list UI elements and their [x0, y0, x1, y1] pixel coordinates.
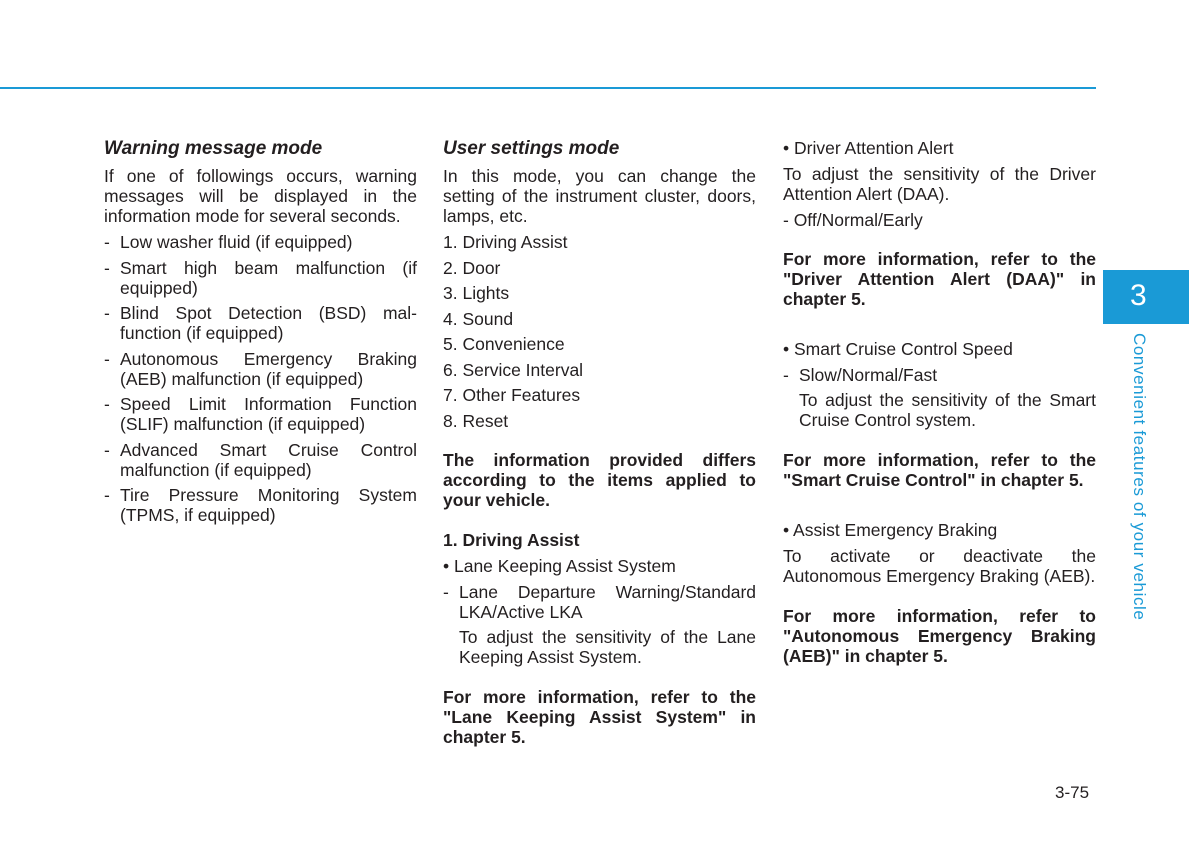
- reference-emergency-braking: For more information, refer to "Autonomous Emergency Braking (AEB)" in chapter 5.: [783, 605, 1096, 666]
- column-driving-assist-cont: [783, 138, 1096, 672]
- list-item: - Speed Limit Information Function (SLIF) malfunction (if equipped): [104, 394, 417, 434]
- menu-item: 1. Driving Assist: [443, 232, 568, 252]
- reference-lane-keeping: For more information, refer to the "Lane Keeping Assist System" in chapter 5.: [443, 687, 756, 747]
- chapter-title: Convenient features of your vehicle: [1130, 333, 1149, 621]
- menu-item: 8. Reset: [443, 410, 509, 431]
- driver-attention-desc: To adjust the sensitivity of the Driver Attention Alert (DAA).: [783, 163, 1096, 204]
- column-warning-messages: [104, 138, 417, 531]
- reference-smart-cruise: For more information, refer to the "Smart Cruise Control" in chapter 5.: [783, 450, 1096, 490]
- bullet-lane-keeping: • Lane Keeping Assist System: [443, 556, 676, 576]
- list-item: - Smart high beam malfunction (if equipped): [104, 257, 417, 298]
- list-item: - Autonomous Emergency Braking (AEB) malfunction (if equipped): [104, 348, 417, 389]
- emergency-braking-desc: To activate or deactivate the Autonomous Emergency Braking (AEB).: [783, 545, 1096, 586]
- applicability-note: The information provided differs according to the items applied to your vehicle.: [443, 450, 756, 510]
- lane-keeping-desc: To adjust the sensitivity of the Lane Keeping Assist System.: [459, 627, 756, 667]
- list-item: - Low washer fluid (if equipped): [104, 232, 353, 252]
- list-item: - Advanced Smart Cruise Control malfunction (if equipped): [104, 439, 417, 480]
- menu-item: 6. Service Interval: [443, 359, 584, 380]
- section-title-driving-assist: 1. Driving Assist: [443, 530, 580, 550]
- menu-item: 5. Convenience: [443, 334, 565, 354]
- column-user-settings: [443, 138, 756, 753]
- list-item: - Blind Spot Detection (BSD) mal-function (if equipped): [104, 303, 417, 343]
- user-settings-intro: In this mode, you can change the setting of the instrument cluster, doors, lamps, etc.: [443, 166, 756, 226]
- reference-driver-attention: For more information, refer to the "Driver Attention Alert (DAA)" in chapter 5.: [783, 249, 1096, 309]
- page-number: 3-75: [1055, 783, 1090, 802]
- driver-attention-options: - Off/Normal/Early: [783, 209, 923, 230]
- smart-cruise-desc: To adjust the sensitivity of the Smart Cruise Control system.: [799, 390, 1096, 430]
- bullet-driver-attention: • Driver Attention Alert: [783, 138, 954, 158]
- menu-item: 4. Sound: [443, 308, 514, 329]
- bullet-smart-cruise: • Smart Cruise Control Speed: [783, 339, 1013, 359]
- menu-item: 7. Other Features: [443, 385, 581, 405]
- menu-item: 3. Lights: [443, 283, 510, 303]
- chapter-number: 3: [1130, 279, 1147, 312]
- bullet-emergency-braking: • Assist Emergency Braking: [783, 520, 998, 540]
- list-item: - Slow/Normal/Fast: [783, 364, 938, 385]
- menu-item: 2. Door: [443, 257, 501, 278]
- heading-user-settings-mode: User settings mode: [443, 138, 620, 159]
- heading-warning-message-mode: Warning message mode: [104, 138, 323, 159]
- warning-intro: If one of followings occurs, warning messages will be displayed in the information mode for several seconds.: [104, 166, 417, 226]
- list-item: - Lane Departure Warning/Standard LKA/Active LKA: [443, 581, 756, 622]
- chapter-title-vertical: [1128, 333, 1150, 623]
- list-item: - Tire Pressure Monitoring System (TPMS, if equipped): [104, 485, 417, 525]
- header-rule: [0, 87, 1096, 89]
